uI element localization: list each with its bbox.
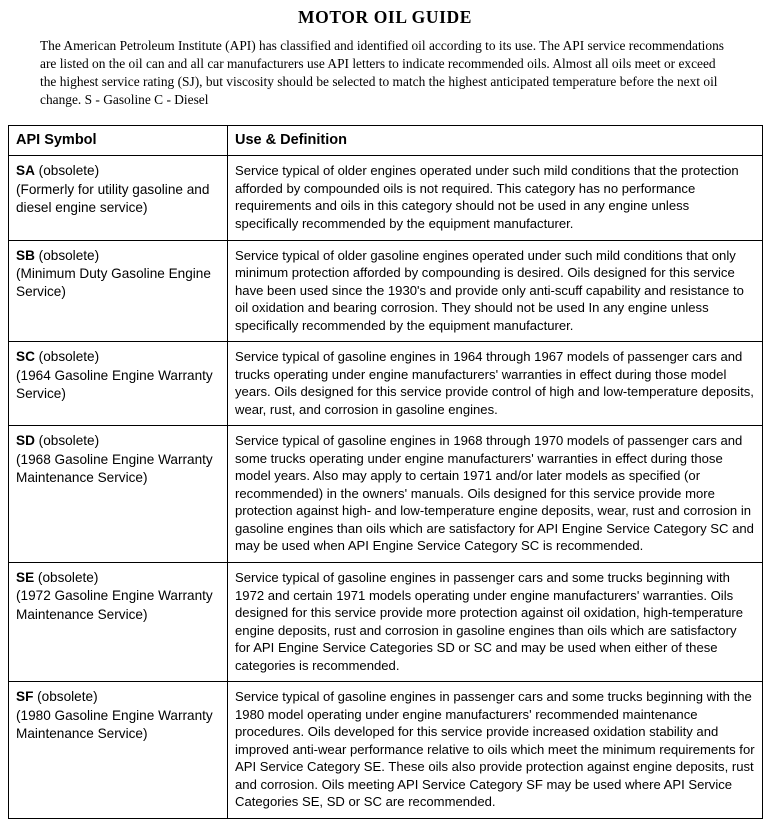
document-page [0,7,770,829]
intro-paragraph [40,37,730,109]
cell-definition: Service typical of gasoline engines in passenger cars and some trucks beginning with 1972 and certain 1971 models operating under engine manufacturers' warranties. Oils designed for this service provide more protection against oil oxidation, high-temperature engine deposits, rust and corrosion in gasoline engines than oils which are satisfactory for API Engine Service Categories SD or SC and may be used when either of these categories is recommended. [228,563,763,682]
symbol-subtitle: (1968 Gasoline Engine Warranty Maintenance Service) [16,451,213,485]
symbol-status: (obsolete) [34,247,100,263]
symbol-subtitle: (1964 Gasoline Engine Warranty Service) [16,367,213,401]
api-service-table [8,125,763,819]
table-row [9,240,763,342]
cell-symbol [9,682,228,819]
symbol-code: SB [16,247,35,263]
page-title: MOTOR OIL GUIDE [298,7,472,27]
symbol-subtitle: (Minimum Duty Gasoline Engine Service) [16,265,211,300]
symbol-status: (obsolete) [34,433,100,449]
cell-symbol [9,426,228,563]
cell-definition: Service typical of older engines operated under such mild conditions that the protection afforded by compounded oils is not required. This category has no performance requirements and oils in this category should not be used in any engine unless specifically recommended by the equipment manufacturer. [228,156,763,240]
cell-symbol [9,240,228,342]
symbol-subtitle: (1972 Gasoline Engine Warranty Maintenance Service) [16,588,213,622]
cell-symbol [9,342,228,426]
symbol-code: SC [16,349,35,365]
cell-definition: Service typical of gasoline engines in 1968 through 1970 models of passenger cars and some trucks operating under engine manufacturers' warranties in effect during those model years. Also may apply to certain 1971 and/or later models as specified (or recommended) in the owners' manuals. Oils designed for this service provide more protection against high- and low-temperature engine deposits, wear, rust and corrosion in gasoline engines than oils which are satisfactory for API Engine Service Category SC and may be used when API Engine Service Category SC is recommended. [228,426,763,563]
table-header-row [9,126,763,156]
table-row [9,156,763,240]
symbol-code: SE [16,570,35,585]
symbol-code: SA [16,163,35,179]
symbol-status: (obsolete) [33,689,98,705]
cell-definition: Service typical of older gasoline engines operated under such mild conditions that only minimum protection afforded by compounding is desired. Oils designed for this service have been used since the 1930's and provide only anti-scuff capability and resistance to oil oxidation and bearing corrosion. They should not be used In any engine unless specifically recommended by the equipment manufacturer. [228,240,763,342]
table-row [9,342,763,426]
cell-symbol [9,563,228,682]
symbol-status: (obsolete) [34,349,100,365]
cell-definition: Service typical of gasoline engines in 1964 through 1967 models of passenger cars and trucks operating under engine manufacturers' warranties in effect during those model years. Oils designed for this service provide control of high and low-temperature deposits, wear, rust, and corrosion in gasoline engines. [228,342,763,426]
symbol-code: SD [16,433,35,449]
symbol-status: (obsolete) [34,163,100,179]
cell-symbol [9,156,228,240]
symbol-code: SF [16,689,34,705]
table-row [9,682,763,819]
symbol-subtitle: (1980 Gasoline Engine Warranty Maintenance Service) [16,707,213,741]
symbol-status: (obsolete) [34,570,99,585]
symbol-subtitle: (Formerly for utility gasoline and diesel engine service) [16,181,210,216]
intro-text: The American Petroleum Institute (API) has classified and identified oil according to its use. The API service recommendations are listed on the oil can and all car manufacturers use API letters to indicate recommended oils. Almost all oils meet or exceed the highest service rating (SJ), but viscosity should be selected to match the highest anticipated temperature before the next oil change. S - Gasoline C - Diesel [40,38,724,108]
column-header-definition: Use & Definition [228,126,763,156]
cell-definition: Service typical of gasoline engines in passenger cars and some trucks beginning with the 1980 model operating under engine manufacturers' recommended maintenance procedures. Oils developed for this service provide increased oxidation stability and improved anti-wear performance relative to oils which meet the minimum requirements for API Service Category SE. These oils also provide protection against engine deposits, rust and corrosion. Oils meeting API Service Category SF may be used where API Service Categories SE, SD or SC are recommended. [228,682,763,819]
column-header-symbol: API Symbol [9,126,228,156]
table-row [9,563,763,682]
table-row [9,426,763,563]
